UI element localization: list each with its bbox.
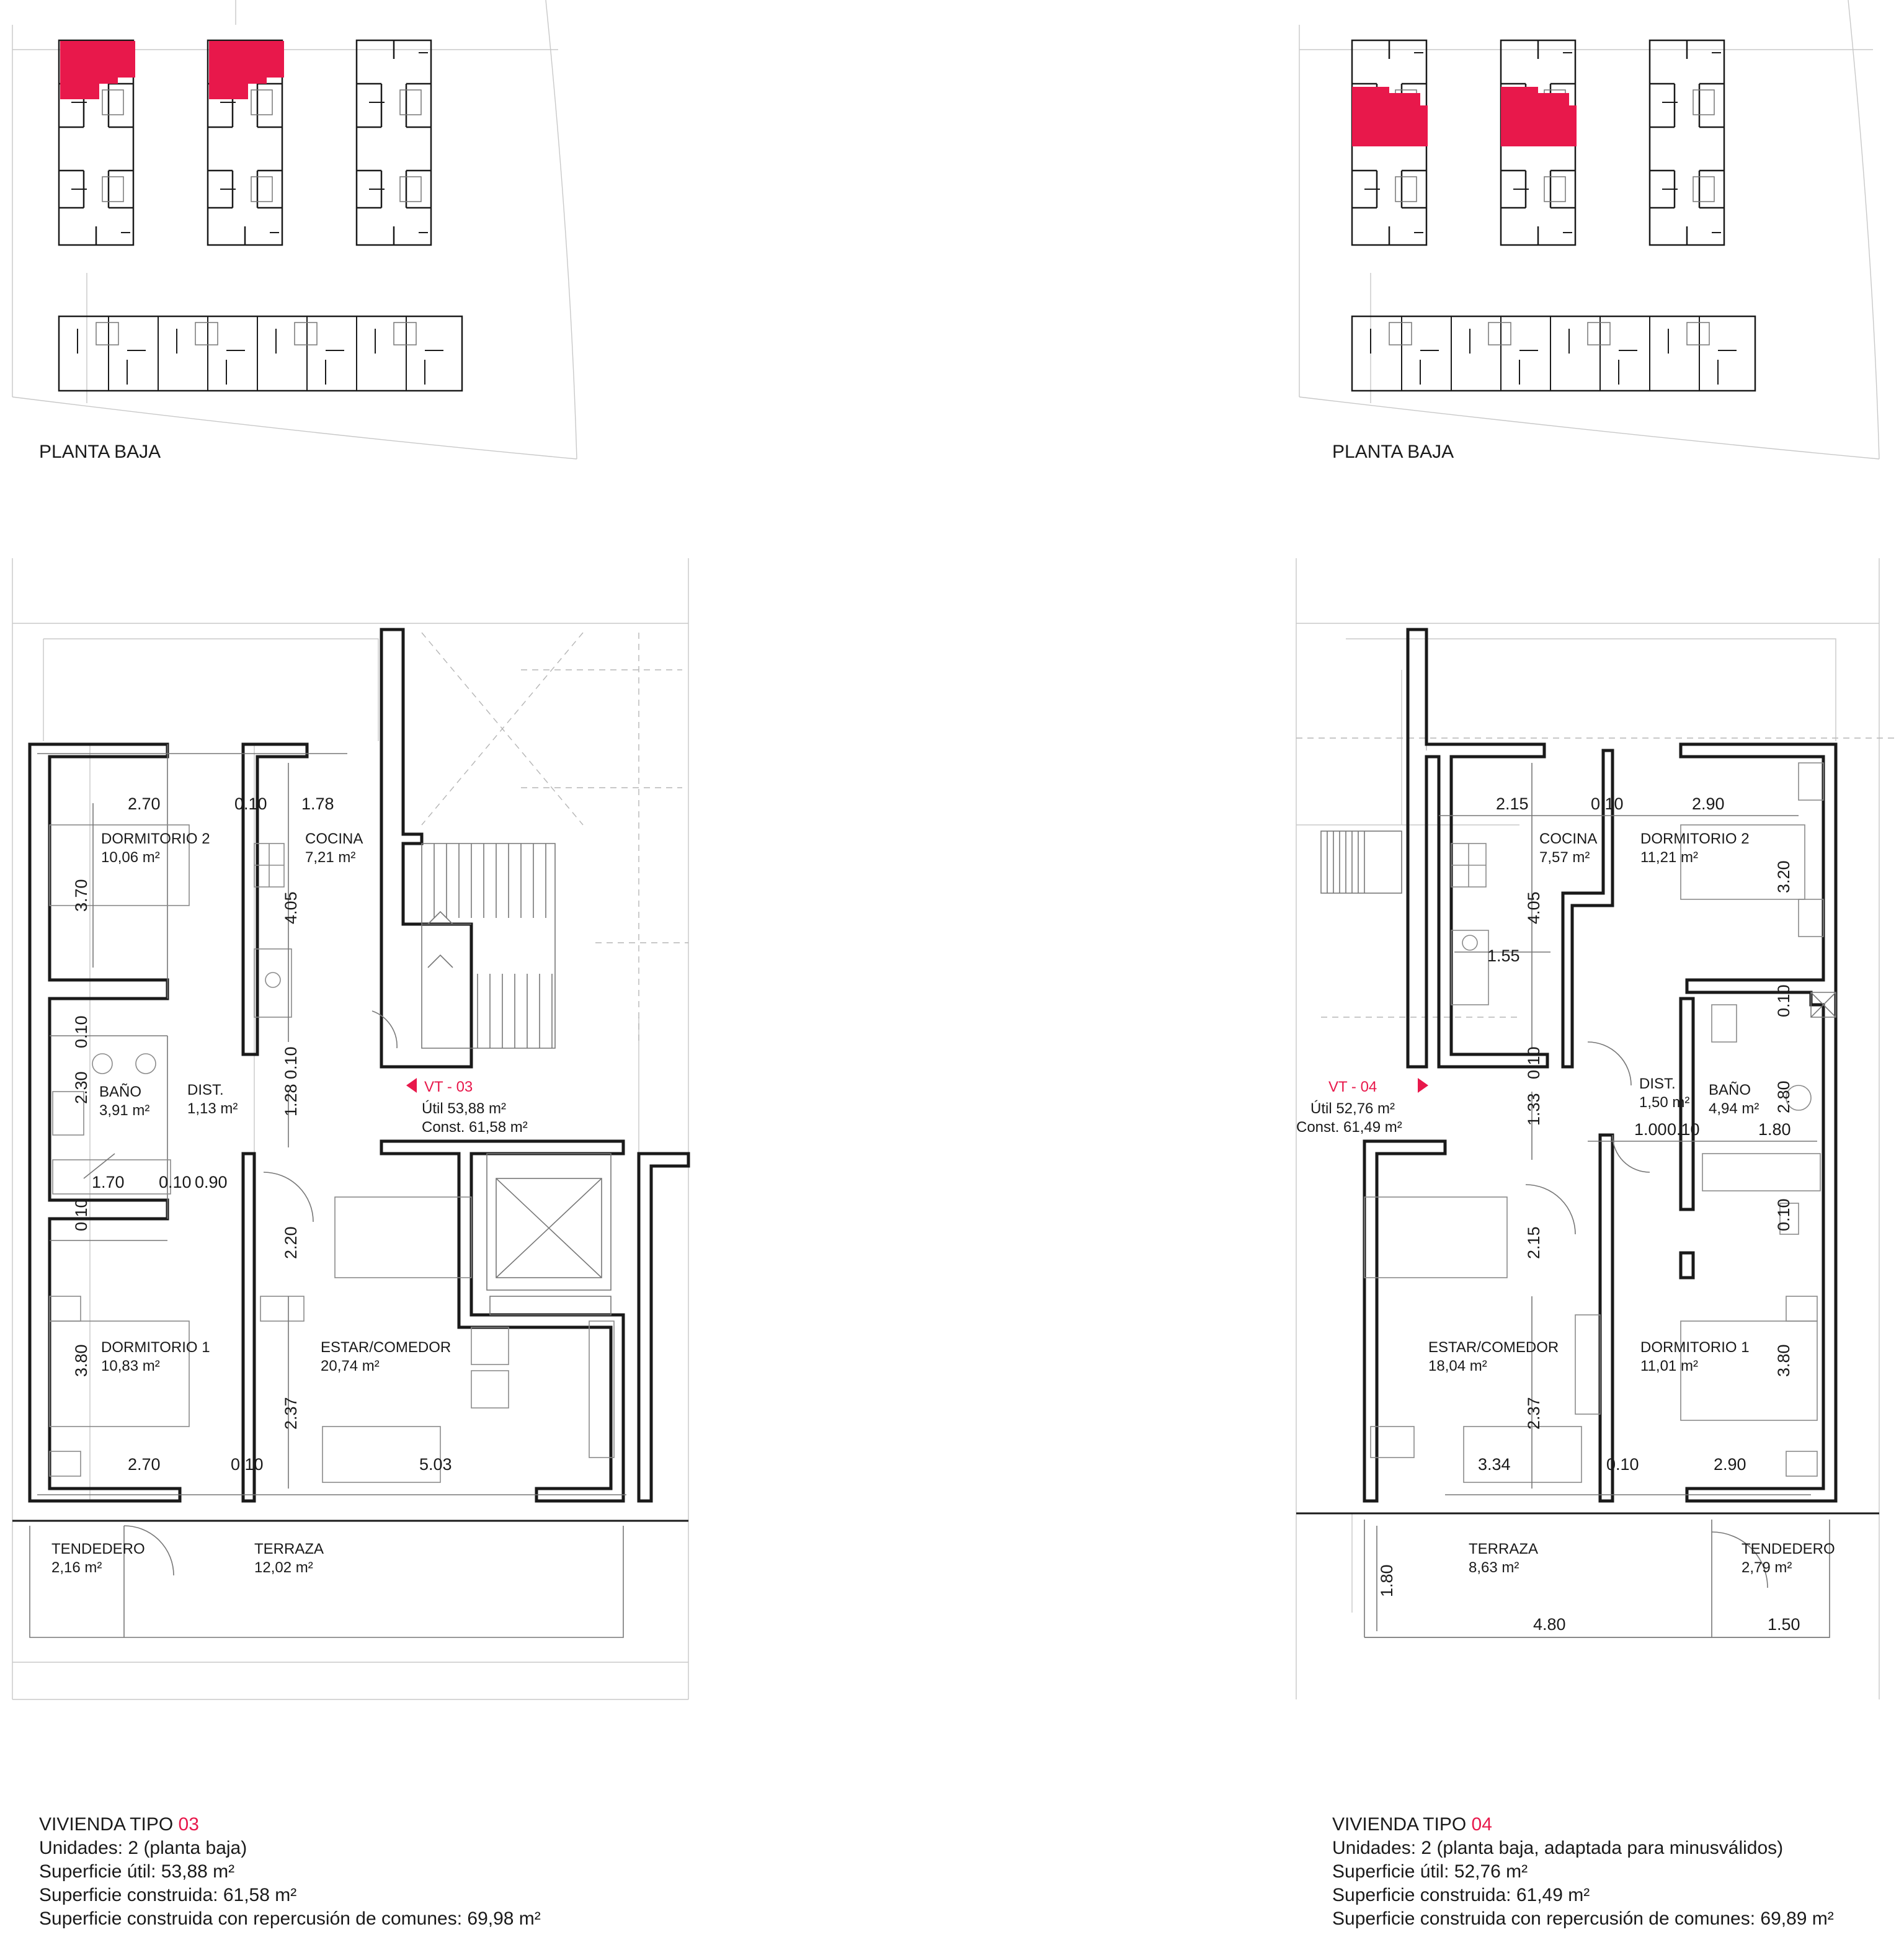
- dimension: 0.10: [72, 1015, 91, 1048]
- dimension: 0.10: [1591, 795, 1624, 813]
- dimension: 1.80: [1758, 1120, 1791, 1139]
- room-area: 11,01 m²: [1640, 1358, 1698, 1374]
- dimension: 1.55: [1487, 946, 1520, 965]
- dimension: 2.20: [282, 1226, 300, 1259]
- dimension: 2.30: [72, 1071, 91, 1104]
- room-name: ESTAR/COMEDOR: [1428, 1339, 1559, 1356]
- unit-const-area: Const. 61,58 m²: [422, 1119, 528, 1136]
- caption-line: Superficie construida con repercusión de comunes: 69,89 m²: [1332, 1908, 1834, 1929]
- room-area: 1,13 m²: [187, 1100, 238, 1117]
- dimension: 2.15: [1496, 795, 1529, 813]
- highlight-unit-vt03-b: [209, 41, 284, 99]
- room-name: DORMITORIO 2: [1640, 830, 1750, 847]
- dimension: 1.78: [301, 795, 334, 813]
- dimension: 3.70: [72, 879, 91, 912]
- dimension: 5.03: [419, 1455, 452, 1474]
- room-name: BAÑO: [99, 1084, 142, 1100]
- unit-util-area: Útil 53,88 m²: [422, 1100, 507, 1117]
- dimension: 1.80: [1377, 1564, 1396, 1597]
- room-area: 7,21 m²: [305, 849, 356, 866]
- dimension: 0.10: [1774, 1198, 1793, 1231]
- room-name: TENDEDERO: [51, 1541, 145, 1557]
- highlight-unit-vt03-a: [60, 41, 135, 99]
- room-area: 10,83 m²: [101, 1358, 160, 1374]
- room-name: ESTAR/COMEDOR: [321, 1339, 452, 1356]
- dimension: 0.10: [1774, 984, 1793, 1017]
- dimension: 2.70: [128, 1455, 161, 1474]
- dimension: 0.10: [1667, 1120, 1700, 1139]
- caption-title: VIVIENDA TIPO 03: [39, 1814, 199, 1835]
- dimension: 3.80: [72, 1344, 91, 1377]
- room-name: COCINA: [1539, 830, 1598, 847]
- key-plan-label: PLANTA BAJA: [1332, 442, 1454, 462]
- dimension: 0.90: [195, 1173, 228, 1191]
- dimension: 3.80: [1774, 1344, 1793, 1377]
- vt03-labels: [51, 795, 528, 1576]
- dimension: 0.10: [1524, 1046, 1543, 1079]
- dimension: 4.05: [282, 891, 300, 924]
- caption-title: VIVIENDA TIPO 04: [1332, 1814, 1492, 1835]
- unit-tag: VT - 04: [1328, 1079, 1377, 1095]
- dimension: 2.15: [1524, 1226, 1543, 1259]
- dimension: 2.90: [1692, 795, 1725, 813]
- dimension: 0.10: [234, 795, 267, 813]
- dimension: 1.70: [92, 1173, 125, 1191]
- room-area: 3,91 m²: [99, 1102, 150, 1119]
- caption-line: Unidades: 2 (planta baja): [39, 1838, 247, 1858]
- vt04-marker-icon: [1418, 1078, 1428, 1093]
- room-name: DORMITORIO 1: [101, 1339, 210, 1356]
- dimension: 4.05: [1524, 891, 1543, 924]
- room-name: TERRAZA: [1469, 1541, 1539, 1557]
- dimension: 3.34: [1478, 1455, 1511, 1474]
- dimension: 0.10: [1606, 1455, 1639, 1474]
- room-area: 18,04 m²: [1428, 1358, 1487, 1374]
- room-area: 2,79 m²: [1742, 1559, 1792, 1576]
- dimension: 2.70: [128, 795, 161, 813]
- dimension: 1.28: [282, 1084, 300, 1116]
- room-name: BAÑO: [1709, 1082, 1751, 1098]
- room-area: 10,06 m²: [101, 849, 160, 866]
- dimension: 2.80: [1774, 1080, 1793, 1113]
- dimension: 2.37: [282, 1397, 300, 1430]
- caption-vt03: [39, 1813, 541, 1931]
- caption-line: Superficie útil: 52,76 m²: [1332, 1861, 1528, 1882]
- room-area: 20,74 m²: [321, 1358, 380, 1374]
- caption-line: Superficie útil: 53,88 m²: [39, 1861, 235, 1882]
- caption-line: Unidades: 2 (planta baja, adaptada para minusválidos): [1332, 1838, 1784, 1858]
- vt03-marker-icon: [406, 1078, 417, 1093]
- key-plan-left: [12, 0, 577, 459]
- dimension: 1.00: [1634, 1120, 1667, 1139]
- room-name: TENDEDERO: [1742, 1541, 1835, 1557]
- dimension: 3.20: [1774, 860, 1793, 893]
- dimension: 2.37: [1524, 1397, 1543, 1430]
- highlight-unit-vt04-b: [1501, 87, 1577, 146]
- dimension: 2.90: [1714, 1455, 1746, 1474]
- dimension: 1.50: [1768, 1615, 1800, 1634]
- room-area: 2,16 m²: [51, 1559, 102, 1576]
- room-area: 8,63 m²: [1469, 1559, 1519, 1576]
- room-area: 12,02 m²: [254, 1559, 313, 1576]
- key-plan-right: [1299, 0, 1879, 459]
- caption-vt04: [1332, 1813, 1834, 1931]
- room-name: COCINA: [305, 830, 363, 847]
- dimension: 1.33: [1524, 1093, 1543, 1126]
- dimension: 4.80: [1533, 1615, 1566, 1634]
- room-name: DORMITORIO 2: [101, 830, 210, 847]
- room-area: 11,21 m²: [1640, 849, 1698, 866]
- caption-line: Superficie construida: 61,58 m²: [39, 1885, 297, 1905]
- dimension: 0.10: [72, 1198, 91, 1231]
- room-name: DIST.: [187, 1082, 224, 1098]
- room-area: 7,57 m²: [1539, 849, 1590, 866]
- room-area: 4,94 m²: [1709, 1100, 1759, 1117]
- dimension: 0.10: [282, 1046, 300, 1079]
- plan-vt03: [12, 558, 688, 1699]
- key-plan-label: PLANTA BAJA: [39, 442, 161, 462]
- unit-tag: VT - 03: [424, 1079, 473, 1095]
- unit-util-area: Útil 52,76 m²: [1310, 1100, 1395, 1117]
- caption-line: Superficie construida con repercusión de comunes: 69,98 m²: [39, 1908, 541, 1929]
- room-name: DIST.: [1639, 1075, 1676, 1092]
- dimension: 0.10: [159, 1173, 192, 1191]
- caption-line: Superficie construida: 61,49 m²: [1332, 1885, 1590, 1905]
- room-name: DORMITORIO 1: [1640, 1339, 1750, 1356]
- room-name: TERRAZA: [254, 1541, 324, 1557]
- dimension: 0.10: [231, 1455, 264, 1474]
- room-area: 1,50 m²: [1639, 1094, 1690, 1111]
- highlight-unit-vt04-a: [1352, 87, 1428, 146]
- unit-const-area: Const. 61,49 m²: [1296, 1119, 1402, 1136]
